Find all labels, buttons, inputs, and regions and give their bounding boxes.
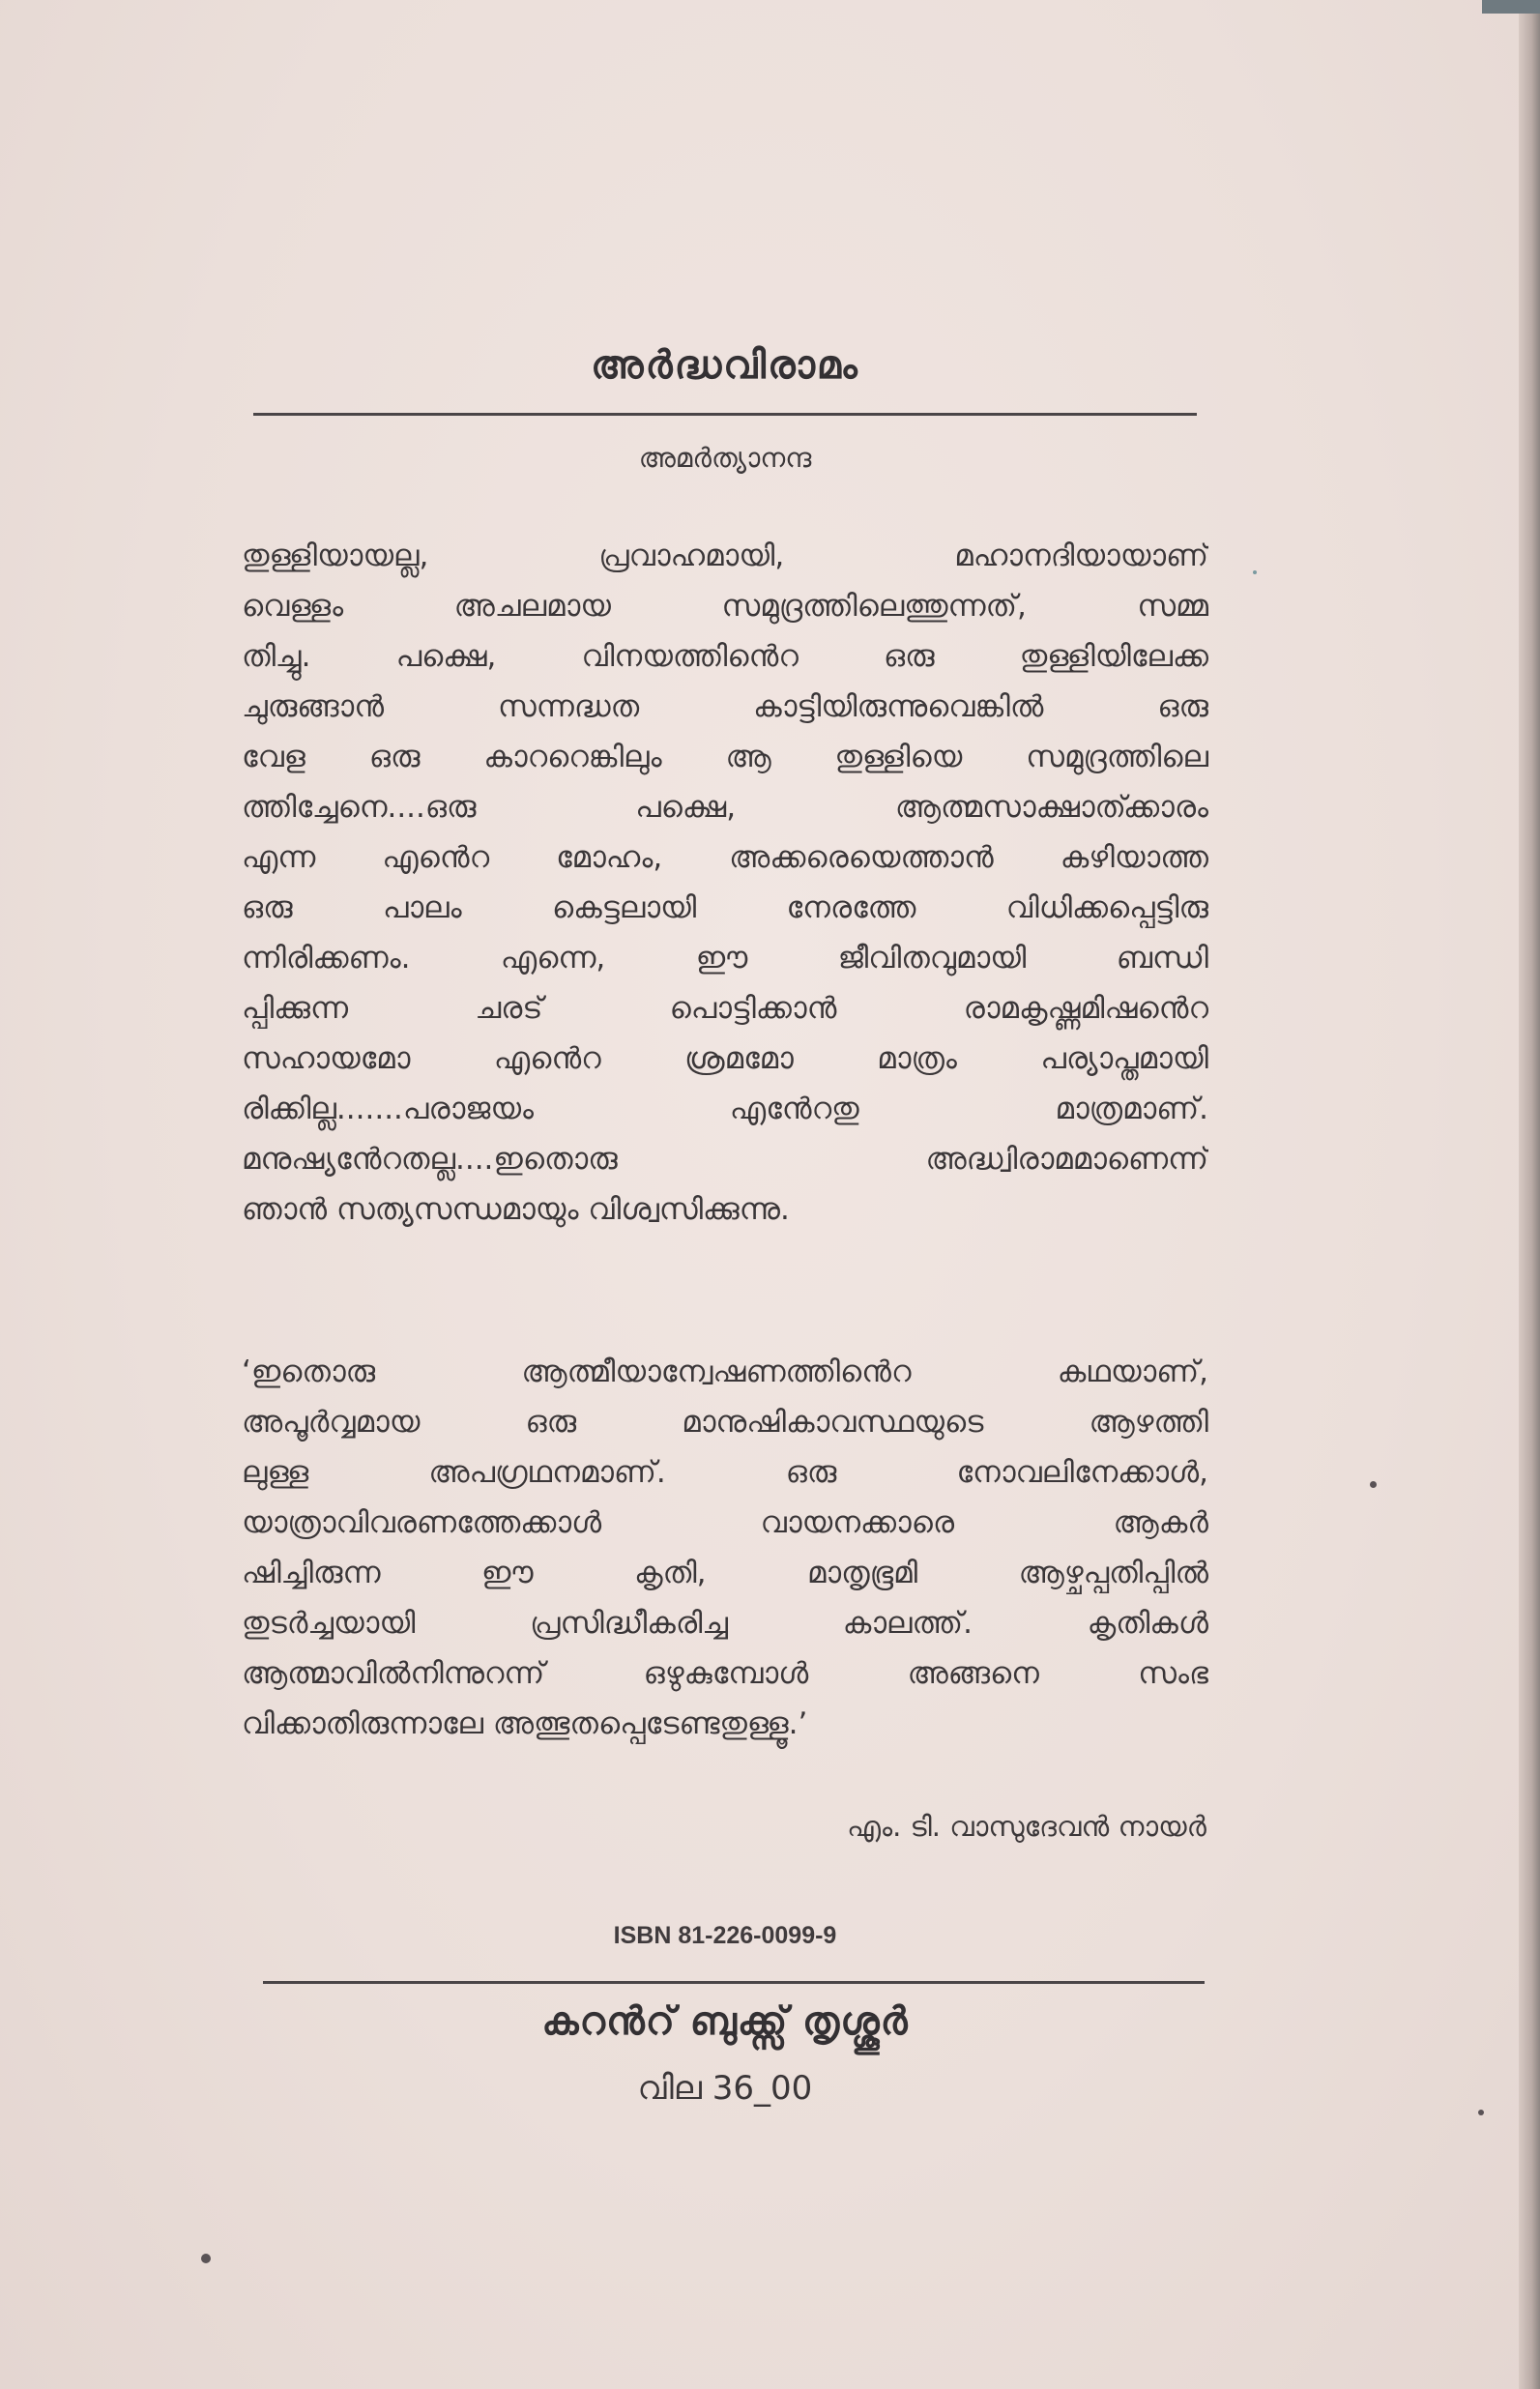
text-line: ഞാൻ സത്യസന്ധമായും വിശ്വസിക്കുന്നു.	[242, 1192, 790, 1227]
text-line: ഷിച്ചിരുന്ന ഈ കൃതി, മാതൃഭൂമി ആഴ്ചപ്പതിപ്പിൽ	[242, 1556, 1208, 1590]
text-line: ത്തിച്ചേനെ....ഒരു പക്ഷെ, ആത്മസാക്ഷാത്ക്കാരം	[242, 790, 1208, 825]
text-line: ഒരു പാലം കെട്ടലായി നേരത്തേ വിധിക്കപ്പെട്ടിരു	[242, 890, 1208, 925]
publisher-name: കറൻറ് ബുക്ക്സ് തൃശ്ശൂർ	[541, 1999, 909, 2044]
text-line: വേള ഒരു കാററെങ്കിലും ആ തുള്ളിയെ സമുദ്രത്തിലെ	[242, 740, 1208, 774]
text-line: തുടർച്ചയായി പ്രസിദ്ധീകരിച്ച കാലത്ത്. കൃതികൾ	[242, 1606, 1208, 1641]
text-line: വിക്കാതിരുന്നാലേ അത്ഭുതപ്പെടേണ്ടതുള്ളൂ.’	[242, 1706, 808, 1741]
page-corner-mark	[1482, 0, 1540, 14]
book-price: വില 36_00	[637, 2069, 813, 2108]
quote-signature: എം. ടി. വാസുദേവൻ നായർ	[847, 1810, 1206, 1843]
paper-speck	[1478, 2110, 1484, 2115]
text-line: പ്പിക്കുന്ന ചരട് പൊട്ടിക്കാൻ രാമകൃഷ്ണമിഷൻെറ	[242, 991, 1208, 1026]
text-line: ലുള്ള അപഗ്രഥനമാണ്. ഒരു നോവലിനേക്കാൾ,	[242, 1455, 1208, 1490]
paper-speck	[1370, 1481, 1377, 1488]
text-line: അപൂർവ്വമായ ഒരു മാനുഷികാവസ്ഥയുടെ ആഴത്തി	[242, 1405, 1208, 1440]
book-author: അമർത്യാനന്ദ	[638, 442, 812, 474]
text-line: ന്നിരിക്കണം. എന്നെ, ഈ ജീവിതവുമായി ബന്ധി	[242, 941, 1208, 976]
text-line: ‘ഇതൊരു ആത്മീയാന്വേഷണത്തിൻെറ കഥയാണ്,	[242, 1355, 1208, 1389]
paper-speck	[201, 2254, 211, 2263]
page-edge-shadow	[1519, 0, 1540, 2389]
text-line: വെള്ളം അചലമായ സമുദ്രത്തിലെത്തുന്നത്, സമ്മ	[242, 589, 1208, 624]
title-divider	[253, 413, 1197, 416]
text-line: സഹായമോ എൻെറ ശ്രമമോ മാത്രം പര്യാപ്തമായി	[242, 1041, 1208, 1076]
publisher-divider	[263, 1981, 1205, 1984]
review-quote	[242, 1347, 1208, 1749]
blurb-paragraph-1	[242, 531, 1208, 1235]
text-line: തുള്ളിയായല്ല, പ്രവാഹമായി, മഹാനദിയായാണ്	[242, 539, 1208, 573]
text-line: രിക്കില്ല.......പരാജയം എൻേറതു മാത്രമാണ്.	[242, 1092, 1208, 1126]
text-line: ആത്മാവിൽനിന്നുറന്ന് ഒഴുകുമ്പോൾ അങ്ങനെ സംഭ	[242, 1656, 1208, 1691]
paper-speck	[1253, 570, 1257, 574]
text-line: എന്ന എൻെറ മോഹം, അക്കരെയെത്താൻ കഴിയാത്ത	[242, 840, 1208, 875]
text-line: ചുരുങ്ങാൻ സന്നദ്ധത കാട്ടിയിരുന്നുവെങ്കിൽ ഒരു	[242, 689, 1208, 724]
book-title: അർദ്ധവിരാമം	[591, 343, 859, 388]
text-line: യാത്രാവിവരണത്തേക്കാൾ വായനക്കാരെ ആകർ	[242, 1505, 1208, 1540]
isbn-number: ISBN 81-226-0099-9	[613, 1922, 837, 1949]
text-line: മനുഷ്യൻേറതല്ല....ഇതൊരു അദ്ധ്വിരാമമാണെന്ന്	[242, 1142, 1208, 1177]
text-line: തിച്ചു. പക്ഷെ, വിനയത്തിൻെറ ഒരു തുള്ളിയിലേക്ക	[242, 639, 1208, 674]
